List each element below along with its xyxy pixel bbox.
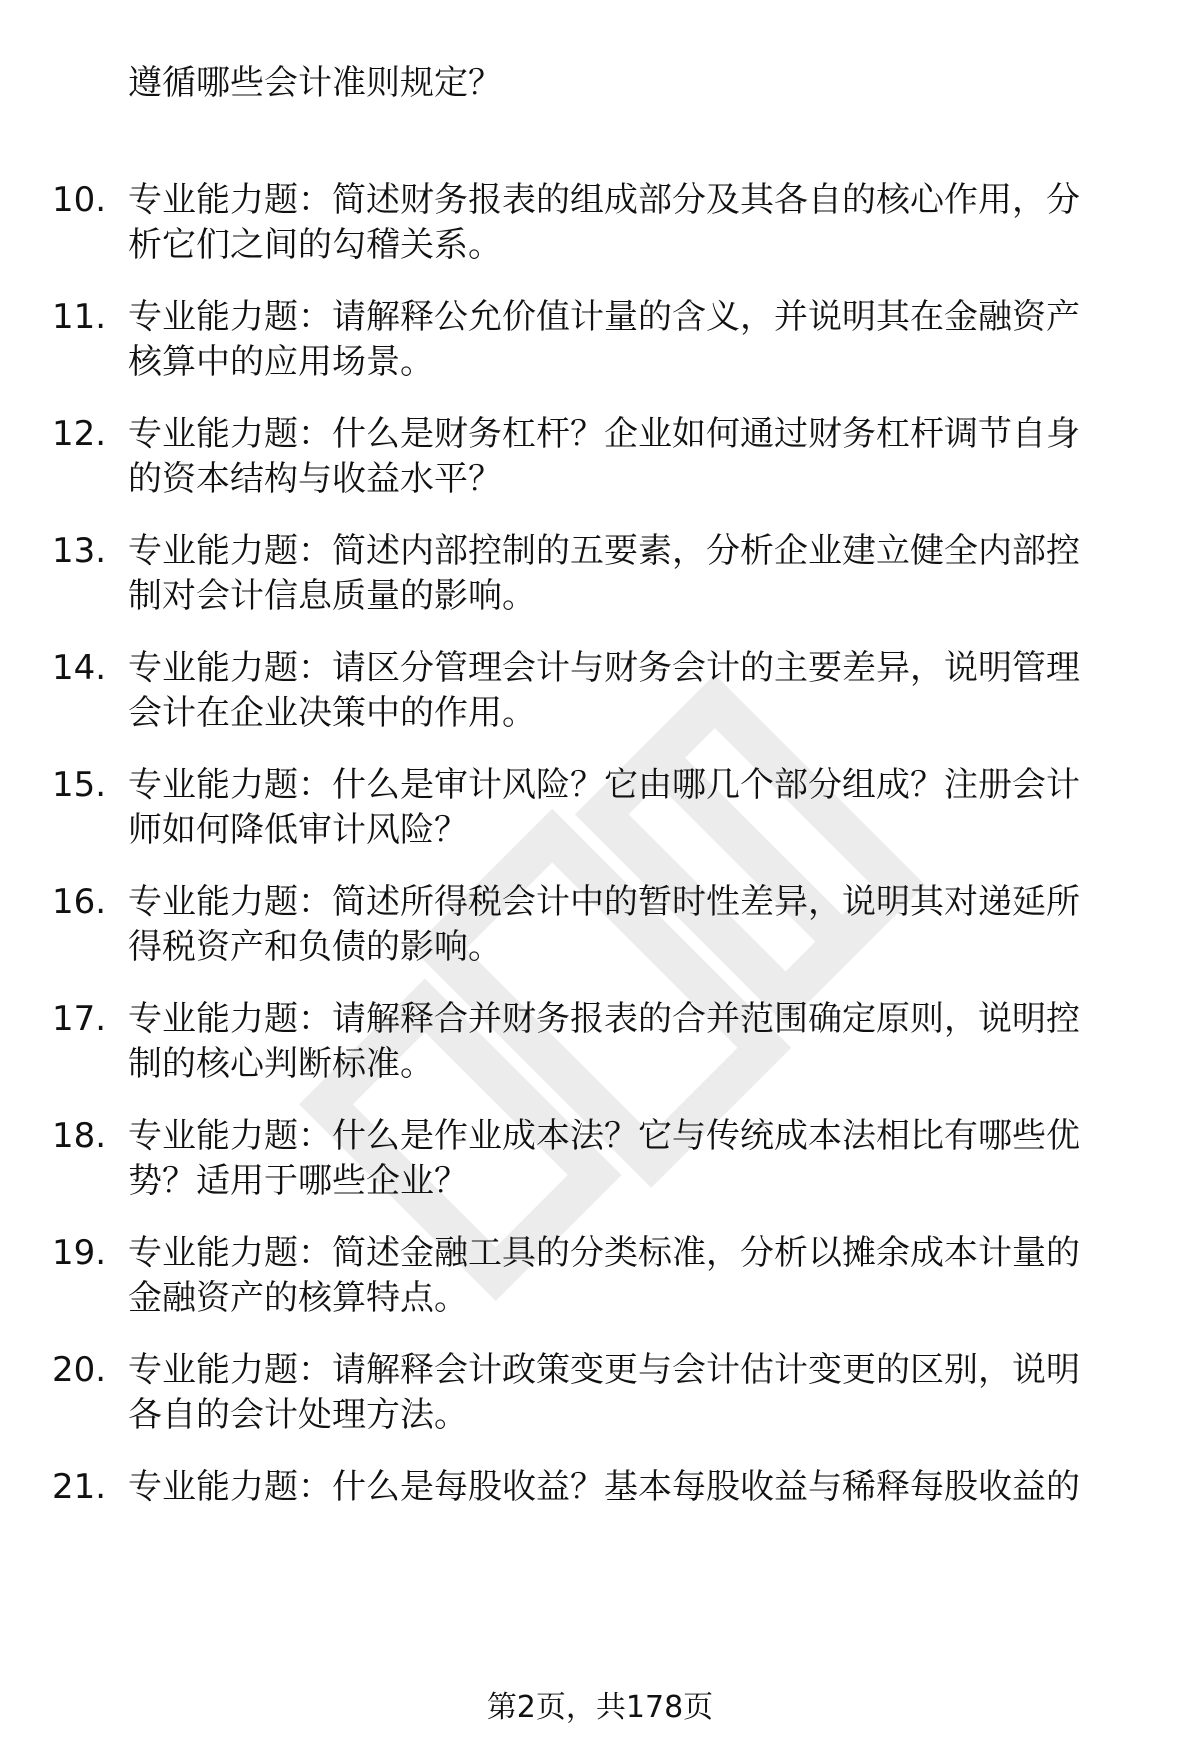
item-text-line: 专业能力题：什么是作业成本法？它与传统成本法相比有哪些优 [128, 1116, 1080, 1156]
item-text-line: 金融资产的核算特点。 [128, 1278, 468, 1318]
item-number: 10. [52, 180, 107, 220]
item-number: 14. [52, 648, 107, 688]
item-text-line: 析它们之间的勾稽关系。 [128, 225, 502, 265]
item-text-line: 专业能力题：简述财务报表的组成部分及其各自的核心作用，分 [128, 180, 1080, 220]
item-text-line: 会计在企业决策中的作用。 [128, 693, 536, 733]
item-number: 20. [52, 1350, 107, 1390]
item-text-line: 的资本结构与收益水平？ [128, 459, 502, 499]
item-number: 16. [52, 882, 107, 922]
item-number: 18. [52, 1116, 107, 1156]
item-number: 13. [52, 531, 107, 571]
item-text-line: 专业能力题：请解释合并财务报表的合并范围确定原则，说明控 [128, 999, 1080, 1039]
item-text-line: 专业能力题：请解释会计政策变更与会计估计变更的区别，说明 [128, 1350, 1080, 1390]
item-text-line: 得税资产和负债的影响。 [128, 927, 502, 967]
item-text-line: 专业能力题：简述金融工具的分类标准，分析以摊余成本计量的 [128, 1233, 1080, 1273]
item-number: 21. [52, 1467, 107, 1507]
item-text-line: 制对会计信息质量的影响。 [128, 576, 536, 616]
continued-text: 遵循哪些会计准则规定？ [128, 63, 502, 103]
item-text-line: 专业能力题：简述所得税会计中的暂时性差异，说明其对递延所 [128, 882, 1080, 922]
item-number: 17. [52, 999, 107, 1039]
item-number: 19. [52, 1233, 107, 1273]
item-text-line: 专业能力题：请解释公允价值计量的含义，并说明其在金融资产 [128, 297, 1080, 337]
item-text-line: 专业能力题：什么是审计风险？它由哪几个部分组成？注册会计 [128, 765, 1080, 805]
item-text-line: 专业能力题：什么是财务杠杆？企业如何通过财务杠杆调节自身 [128, 414, 1080, 454]
item-text-line: 核算中的应用场景。 [128, 342, 434, 382]
item-text-line: 师如何降低审计风险？ [128, 810, 468, 850]
item-number: 11. [52, 297, 107, 337]
item-text-line: 各自的会计处理方法。 [128, 1395, 468, 1435]
item-text-line: 专业能力题：简述内部控制的五要素，分析企业建立健全内部控 [128, 531, 1080, 571]
item-text-line: 制的核心判断标准。 [128, 1044, 434, 1084]
page-number: 第2页，共178页 [486, 1690, 714, 1725]
item-text-line: 专业能力题：什么是每股收益？基本每股收益与稀释每股收益的 [128, 1467, 1080, 1507]
item-text-line: 势？适用于哪些企业？ [128, 1161, 468, 1201]
item-text-line: 专业能力题：请区分管理会计与财务会计的主要差异，说明管理 [128, 648, 1080, 688]
item-number: 15. [52, 765, 107, 805]
item-number: 12. [52, 414, 107, 454]
